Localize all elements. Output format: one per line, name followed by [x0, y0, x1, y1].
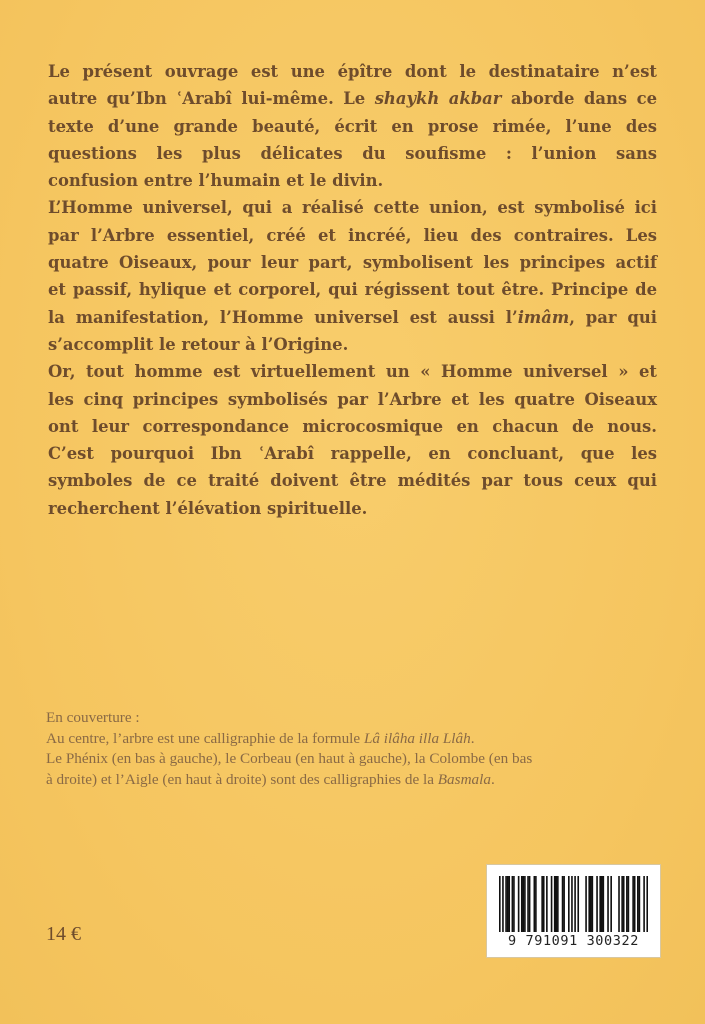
blurb-text-segment: quatre Oiseaux, pour leur part, symbolisent les principes actif: [48, 253, 657, 273]
credits-italic-term: Basmala: [437, 770, 491, 788]
blurb-text: [48, 58, 657, 522]
barcode-bar: [518, 876, 520, 932]
credits-text-segment: à droite) et l’Aigle (en haut à droite) sont des calligraphies de la: [46, 770, 438, 788]
barcode-bar: [521, 876, 523, 932]
blurb-text-segment: s’accomplit le retour à l’Origine.: [48, 334, 349, 354]
cover-credits: [46, 708, 666, 790]
blurb-line: [48, 58, 657, 85]
barcode-bar: [508, 876, 510, 932]
barcode-label: [486, 864, 661, 958]
barcode-bar: [571, 876, 573, 932]
credits-text-segment: En couverture :: [46, 709, 140, 726]
credits-heading: [46, 708, 666, 729]
barcode-bar: [541, 876, 543, 932]
barcode-bar: [601, 876, 603, 932]
barcode-bar: [499, 876, 501, 932]
barcode-bar: [621, 876, 623, 932]
barcode-bar: [535, 876, 537, 932]
barcode-bar: [610, 876, 612, 932]
barcode-bar: [563, 876, 565, 932]
blurb-line: [48, 249, 657, 276]
barcode-bar: [527, 876, 529, 932]
blurb-line: [48, 413, 657, 440]
barcode-bar: [513, 876, 515, 932]
blurb-line: [48, 222, 657, 249]
barcode-bar: [618, 876, 620, 932]
blurb-text-segment: L’Homme universel, qui a réalisé cette union, est symbolisé ici: [48, 198, 657, 218]
blurb-line: [48, 495, 657, 522]
blurb-line: [48, 386, 657, 413]
barcode-bar: [523, 876, 525, 932]
barcode-bar: [555, 876, 557, 932]
barcode-bar: [637, 876, 639, 932]
barcode-bar: [546, 876, 548, 932]
credits-line: [46, 770, 666, 791]
barcode-bar: [646, 876, 648, 932]
barcode-bar: [628, 876, 630, 932]
barcode-icon: [499, 876, 648, 932]
blurb-line: [48, 276, 657, 303]
barcode-bar: [502, 876, 504, 932]
barcode-bar: [596, 876, 598, 932]
barcode-bar: [599, 876, 601, 932]
credits-text-segment: .: [470, 729, 475, 747]
blurb-text-segment: aborde dans ce: [501, 89, 657, 109]
blurb-text-segment: Or, tout homme est virtuellement un « Homme universel » et: [48, 362, 657, 382]
barcode-bar: [623, 876, 625, 932]
blurb-text-segment: texte d’une grande beauté, écrit en prose rimée, l’une des: [48, 116, 657, 136]
barcode-bar: [551, 876, 553, 932]
barcode-bar: [632, 876, 634, 932]
price-label: 14 €: [46, 923, 81, 945]
barcode-bar: [639, 876, 641, 932]
blurb-line: [48, 467, 657, 494]
barcode-bar: [529, 876, 531, 932]
blurb-text-segment: C’est pourquoi Ibn ʿArabî rappelle, en concluant, que les: [48, 444, 657, 464]
blurb-line: [48, 85, 657, 112]
barcode-bar: [634, 876, 636, 932]
barcode-bar: [626, 876, 628, 932]
blurb-text-segment: , par qui: [569, 307, 657, 327]
barcode-bar: [554, 876, 556, 932]
barcode-bar: [588, 876, 590, 932]
blurb-line: [48, 140, 657, 167]
credits-text-segment: Le Phénix (en bas à gauche), le Corbeau (en haut à gauche), la Colombe (en bas: [46, 750, 533, 767]
barcode-bar: [505, 876, 507, 932]
barcode-bar: [607, 876, 609, 932]
barcode-bar: [568, 876, 570, 932]
blurb-text-segment: autre qu’Ibn ʿArabî lui-même. Le: [48, 89, 375, 109]
blurb-text-segment: confusion entre l’humain et le divin.: [48, 171, 384, 191]
blurb-text-segment: Le présent ouvrage est une épître dont le destinataire n’est: [48, 62, 657, 81]
blurb-line: [48, 331, 657, 358]
blurb-line: [48, 440, 657, 467]
blurb-line: [48, 167, 657, 194]
barcode-bar: [557, 876, 559, 932]
blurb-text-segment: par l’Arbre essentiel, créé et incréé, lieu des contraires. Les: [48, 225, 657, 245]
blurb-line: [48, 358, 657, 385]
blurb-text-segment: les cinq principes symbolisés par l’Arbre et les quatre Oiseaux: [48, 389, 657, 409]
credits-italic-term: Lâ ilâha illa Llâh: [363, 729, 471, 747]
barcode-bar: [590, 876, 592, 932]
barcode-bar: [507, 876, 509, 932]
blurb-text-segment: ont leur correspondance microcosmique en chacun de nous.: [48, 416, 657, 436]
blurb-line: [48, 194, 657, 221]
credits-text-segment: .: [490, 770, 495, 788]
barcode-bar: [643, 876, 645, 932]
blurb-italic-term: shaykh akbar: [374, 89, 502, 109]
blurb-line: [48, 113, 657, 140]
blurb-line: [48, 304, 657, 331]
credits-text-segment: Au centre, l’arbre est une calligraphie de la formule: [46, 729, 364, 747]
barcode-bar: [562, 876, 564, 932]
barcode-digits: 9 791091 300322: [508, 933, 639, 949]
credits-line: [46, 729, 666, 750]
blurb-italic-term: imâm: [517, 307, 570, 327]
barcode-bar: [603, 876, 605, 932]
barcode-bar: [512, 876, 514, 932]
blurb-text-segment: et passif, hylique et corporel, qui régissent tout être. Principe de: [48, 280, 657, 300]
barcode-bar: [534, 876, 536, 932]
blurb-text-segment: recherchent l’élévation spirituelle.: [48, 498, 368, 518]
barcode-bar: [592, 876, 594, 932]
blurb-text-segment: questions les plus délicates du soufisme : l’union sans: [48, 143, 657, 163]
blurb-text-segment: symboles de ce traité doivent être médités par tous ceux qui: [48, 471, 657, 491]
barcode-bar: [585, 876, 587, 932]
blurb-text-segment: la manifestation, l’Homme universel est aussi l’: [48, 307, 518, 327]
barcode-bar: [543, 876, 545, 932]
credits-line: [46, 749, 666, 770]
barcode-bar: [574, 876, 576, 932]
barcode-bar: [524, 876, 526, 932]
barcode-bar: [577, 876, 579, 932]
